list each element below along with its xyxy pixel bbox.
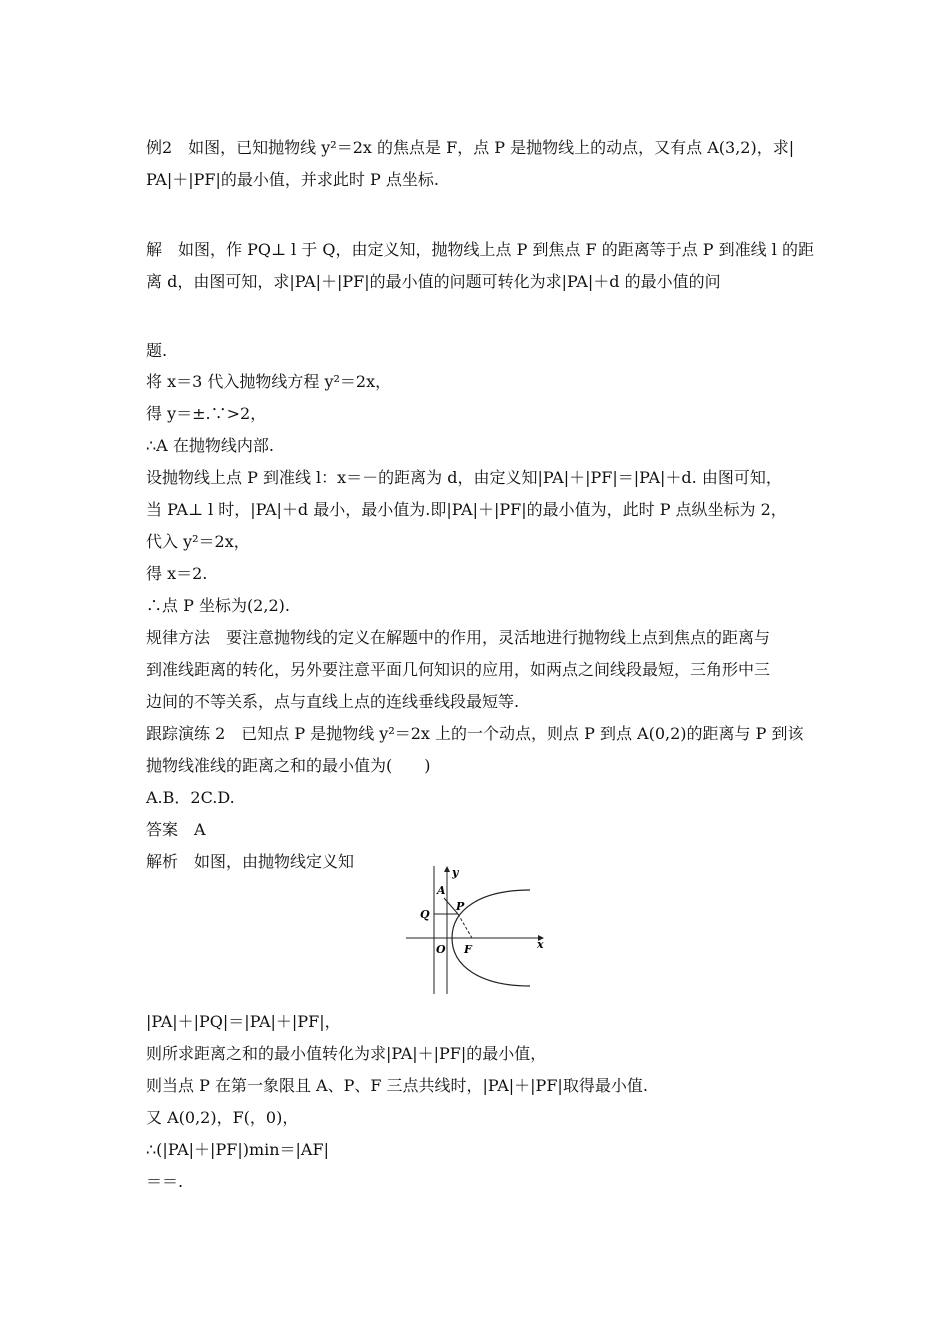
solution-line-2: 离 d，由图可知，求|PA|＋|PF|的最小值的问题可转化为求|PA|＋d 的最小值的问 — [146, 272, 721, 291]
solution-line-7: 设抛物线上点 P 到准线 l：x＝－的距离为 d，由定义知|PA|＋|PF|＝|PA|＋d. 由图可知， — [146, 468, 782, 487]
method-line-3: 边间的不等关系，点与直线上点的连线垂线段最短等. — [146, 692, 520, 711]
conclusion-line-6: ＝＝. — [146, 1172, 184, 1191]
label-O: O — [436, 943, 446, 956]
conclusion-line-1: |PA|＋|PQ|＝|PA|＋|PF|， — [146, 1012, 341, 1031]
label-A: A — [437, 884, 446, 897]
example-line-1: 例2 如图，已知抛物线 y²＝2x 的焦点是 F，点 P 是抛物线上的动点，又有点 A(3,2)，求| — [146, 138, 795, 157]
conclusion-line-3: 则当点 P 在第一象限且 A、P、F 三点共线时，|PA|＋|PF|取得最小值. — [146, 1076, 648, 1095]
y-axis-arrow — [444, 866, 450, 872]
solution-line-5: 得 y＝±.∵>2， — [146, 404, 267, 423]
method-line-2: 到准线距离的转化，另外要注意平面几何知识的应用，如两点之间线段最短，三角形中三 — [146, 660, 771, 679]
practice-options: A.B．2C.D. — [146, 788, 235, 807]
practice-analysis-intro: 解析 如图，由抛物线定义知 — [146, 852, 355, 871]
label-Q: Q — [420, 908, 430, 921]
solution-line-8: 当 PA⊥ l 时，|PA|＋d 最小，最小值为.即|PA|＋|PF|的最小值为，此时 P 点纵坐标为 2， — [146, 500, 787, 519]
solution-line-3: 题. — [146, 341, 168, 360]
conclusion-line-4: 又 A(0,2)，F(，0)， — [146, 1108, 299, 1127]
parabola-figure — [400, 862, 552, 996]
solution-line-9: 代入 y²＝2x， — [146, 532, 250, 551]
label-y: y — [452, 866, 459, 879]
solution-line-10: 得 x＝2. — [146, 564, 208, 583]
practice-line-1: 跟踪演练 2 已知点 P 是抛物线 y²＝2x 上的一个动点，则点 P 到点 A(0,2)的距离与 P 到该 — [146, 724, 804, 743]
method-line-1: 规律方法 要注意抛物线的定义在解题中的作用，灵活地进行抛物线上点到焦点的距离与 — [146, 628, 771, 647]
label-x: x — [537, 938, 544, 951]
example-line-2: PA|＋|PF|的最小值，并求此时 P 点坐标. — [146, 170, 439, 189]
segment-PF-dashed — [458, 914, 472, 938]
label-P: P — [456, 900, 465, 913]
conclusion-line-2: 则所求距离之和的最小值转化为求|PA|＋|PF|的最小值， — [146, 1044, 547, 1063]
solution-line-4: 将 x＝3 代入抛物线方程 y²＝2x， — [146, 372, 392, 391]
solution-line-11: ∴点 P 坐标为(2,2). — [146, 596, 290, 615]
conclusion-line-5: ∴(|PA|＋|PF|)min＝|AF| — [146, 1140, 329, 1159]
practice-line-2: 抛物线准线的距离之和的最小值为( ) — [146, 756, 431, 775]
label-F: F — [464, 943, 472, 956]
solution-line-1: 解 如图，作 PQ⊥ l 于 Q，由定义知，抛物线上点 P 到焦点 F 的距离等于点 P 到准线 l 的距 — [146, 240, 814, 259]
practice-answer: 答案 A — [146, 820, 206, 839]
solution-line-6: ∴A 在抛物线内部. — [146, 436, 274, 455]
